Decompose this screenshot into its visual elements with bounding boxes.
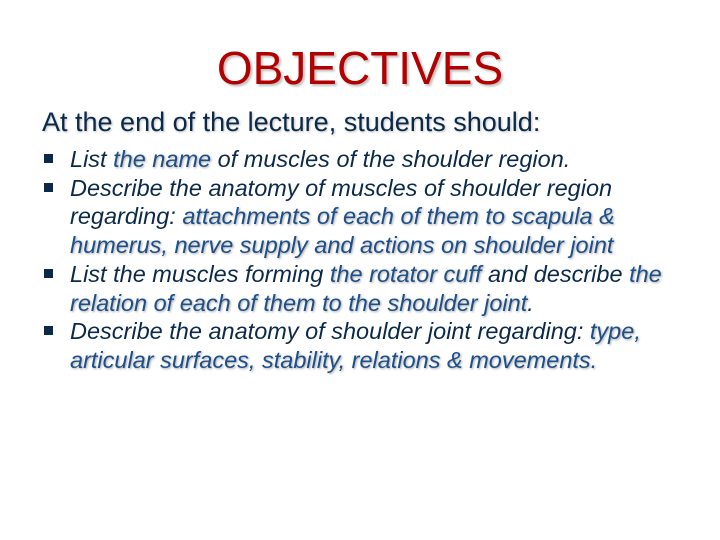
objective-highlight-text: type, articular surfaces, stability, relations & movements. bbox=[70, 318, 641, 373]
square-bullet-icon bbox=[44, 269, 53, 278]
objective-highlight-text: the rotator cuff bbox=[329, 260, 482, 287]
objective-text: List the muscles forming bbox=[70, 260, 330, 287]
objective-item bbox=[42, 260, 692, 317]
objective-item bbox=[42, 317, 692, 374]
slide-title: OBJECTIVES bbox=[216, 42, 504, 94]
square-bullet-icon bbox=[44, 326, 53, 335]
objective-highlight-text: the name bbox=[113, 146, 212, 172]
objective-highlight-text: the relation of each of them to the shoulder joint bbox=[70, 260, 662, 316]
objective-item bbox=[42, 174, 692, 260]
objective-text: of muscles of the shoulder region. bbox=[211, 146, 571, 172]
square-bullet-icon bbox=[44, 154, 53, 163]
objective-text: Describe the anatomy of shoulder joint regarding: bbox=[70, 318, 590, 345]
objective-highlight-text: attachments of each of them to scapula & humerus, nerve supply and actions on shoulder joint bbox=[70, 203, 615, 259]
objectives-list bbox=[42, 145, 692, 375]
objective-text: . bbox=[527, 289, 534, 316]
objective-text: Describe the anatomy of muscles of shoulder region regarding: bbox=[70, 174, 613, 230]
objective-item bbox=[42, 145, 692, 174]
objective-text: List bbox=[70, 146, 114, 172]
objective-text: and describe bbox=[481, 260, 630, 287]
slide-subtitle: At the end of the lecture, students should: bbox=[42, 107, 541, 137]
square-bullet-icon bbox=[44, 183, 53, 192]
